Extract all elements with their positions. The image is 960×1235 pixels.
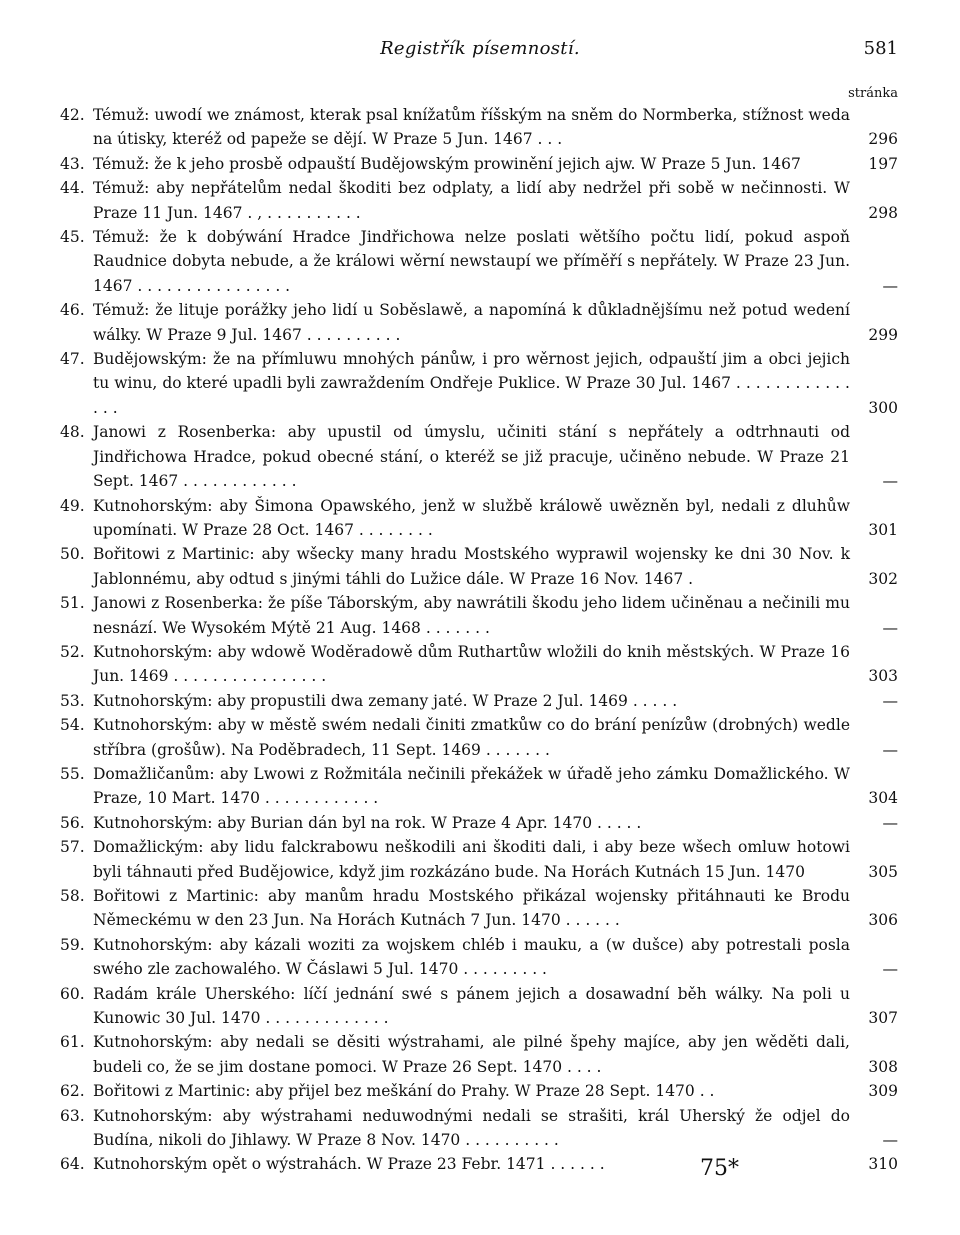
entry-page-ref: — [882, 276, 898, 295]
entry-text: Kutnohorským: aby kázali woziti za wojskem chléb i mauku, a (w dušce) aby potrestali posla swého zle zachowalého. W Čáslawi 5 Jul. 1470 . . . . . . . . . [93, 935, 850, 979]
register-entry [60, 933, 898, 982]
entry-number: 56. [60, 813, 85, 832]
register-entry [60, 298, 898, 347]
register-entry [60, 1152, 898, 1176]
entry-number: 50. [60, 545, 85, 564]
entry-text: Budějowským: že na přímluwu mnohých pánůw, i pro wěrnost jejich, odpauští jim a obci jejich tu winu, do které upadli byli zawraždením Ondřeje Puklice. W Praze 30 Jul. 1467 . . . . . . . . . . . . . . . [93, 350, 850, 417]
entry-text: Janowi z Rosenberka: že píše Táborským, aby nawrátili škodu jeho lidem učiněnau a nečinili mu nesnází. We Wysokém Mýtě 21 Aug. 1468 . . . . . . . [93, 594, 850, 637]
entry-number: 63. [60, 1106, 85, 1125]
entry-number: 44. [60, 179, 85, 198]
entry-text: Radám krále Uherského: líčí jednání swé s pánem jejich a dosawadní běh wálky. Na poli u Kunowic 30 Jul. 1470 . . . . . . . . . . . . . [93, 984, 850, 1028]
entry-page-ref: — [882, 813, 898, 832]
entry-text: Kutnohorským opět o wýstrahách. W Praze 23 Febr. 1471 . . . . . . [93, 1155, 605, 1174]
entry-text: Témuž: že k dobýwání Hradce Jindřichowa nelze poslati wětšího počtu lidí, pokud aspoň Raudnice dobyta nebude, a že králowi wěrní newstaupí we příměří s nepřátely. W Praze 23 Jun. 1467 . . . . . . . . . . . . . . . . [93, 228, 850, 295]
entry-page-ref: — [882, 960, 898, 979]
entry-number: 58. [60, 887, 85, 905]
register-entry [60, 811, 898, 835]
entry-text: Bořitowi z Martinic: aby manům hradu Mostského přikázal wojensky přitáhnauti ke Brodu Německému w den 23 Jun. Na Horách Kutnách 7 Jun. 1470 . . . . . . [93, 887, 850, 930]
entry-text: Kutnohorským: aby wdowě Woděradowě dům Ruthartůw wložili do knih městských. W Praze 16 Jun. 1469 . . . . . . . . . . . . . . . . [93, 642, 850, 686]
register-entry [60, 347, 898, 420]
entry-text: Kutnohorským: aby Šimona Opawského, jenž w službě králowě uwězněn byl, nedali z dluhůw upomínati. W Praze 28 Oct. 1467 . . . . . . . . [93, 496, 850, 539]
entry-page-ref: 296 [868, 130, 898, 149]
entry-page-ref: 300 [868, 398, 898, 417]
entry-number: 57. [60, 838, 85, 857]
entry-page-ref: — [882, 740, 898, 759]
entry-text: Kutnohorským: aby w městě swém nedali činiti zmatkůw co do brání penízůw (drobných) wedle stříbra (grošůw). Na Poděbradech, 11 Sept. 1469 . . . . . . . [93, 716, 850, 759]
entry-page-ref: 303 [868, 667, 898, 686]
register-entry [60, 762, 898, 811]
entry-number: 45. [60, 228, 85, 247]
entry-page-ref: 299 [868, 325, 898, 344]
register-entry [60, 1104, 898, 1153]
register-entry [60, 689, 898, 713]
entry-number: 43. [60, 154, 85, 173]
entry-number: 49. [60, 496, 85, 515]
entry-page-ref: — [882, 691, 898, 710]
entry-number: 62. [60, 1082, 85, 1101]
register-entry [60, 591, 898, 640]
entry-page-ref: 301 [868, 520, 898, 539]
entry-text: Bořitowi z Martinic: aby wšecky many hradu Mostského wyprawil wojensky ke dni 30 Nov. k Jablonnému, aby odtud s jinými táhli do Lužice dále. W Praze 16 Nov. 1467 . [93, 545, 850, 588]
register-entry [60, 420, 898, 493]
register-entry [60, 884, 898, 933]
entry-page-ref: — [882, 1131, 898, 1150]
register-entry [60, 1079, 898, 1103]
entry-page-ref: 310 [868, 1155, 898, 1174]
entry-number: 64. [60, 1155, 85, 1174]
entry-page-ref: 197 [868, 154, 898, 173]
entry-number: 52. [60, 642, 85, 661]
entry-page-ref: 309 [868, 1082, 898, 1101]
register-entry [60, 713, 898, 762]
entry-number: 60. [60, 984, 85, 1003]
register-entry [60, 103, 898, 152]
register-entry [60, 176, 898, 225]
register-entry [60, 982, 898, 1031]
entry-text: Témuž: uwodí we známost, kterak psal knížatům říšským na sněm do Normberka, stížnost weda na útisky, kteréž od papeže se dějí. W Praze 5 Jun. 1467 . . . [93, 106, 850, 149]
entry-text: Domažlickým: aby lidu falckrabowu neškodili ani škoditi dali, i aby beze wšech omluw hotowi byli táhnauti před Budějowice, když jim rozkázáno bude. Na Horách Kutnách 15 Jun. 1470 [93, 838, 850, 881]
register-entry [60, 152, 898, 176]
entry-number: 55. [60, 764, 85, 783]
entry-page-ref: 306 [868, 911, 898, 930]
page-number: 581 [863, 38, 898, 59]
entry-page-ref: — [882, 618, 898, 637]
entry-page-ref: 305 [868, 862, 898, 881]
entry-text: Janowi z Rosenberka: aby upustil od úmyslu, učiniti stání s nepřátely a odtrhnauti od Jindřichowa Hradce, pokud obecné stání, o kteréž se již pracuje, učiněno nebude. W Praze 21 Sept. 1467 . . . . . . . . . . . . [93, 423, 850, 491]
entry-number: 46. [60, 301, 85, 320]
register-entries [60, 103, 898, 1177]
entry-text: Kutnohorským: aby propustili dwa zemany jaté. W Praze 2 Jul. 1469 . . . . . [93, 691, 678, 710]
entry-text: Témuž: že lituje porážky jeho lidí u Soběslawě, a napomíná k důkladnějšímu než potud wedení wálky. W Praze 9 Jul. 1467 . . . . . . . . . . [93, 301, 850, 344]
register-entry [60, 494, 898, 543]
entry-number: 42. [60, 106, 85, 124]
entry-text: Domažličanům: aby Lwowi z Rožmitála nečinili překážek w úřadě jeho zámku Domažlického. W Praze, 10 Mart. 1470 . . . . . . . . . . . . [93, 764, 850, 808]
entry-page-ref: — [882, 472, 898, 491]
entry-page-ref: 308 [868, 1057, 898, 1076]
entry-page-ref: 304 [868, 789, 898, 808]
running-title: Registřík písemností. [380, 38, 580, 59]
entry-number: 47. [60, 350, 85, 369]
entry-text: Kutnohorským: aby Burian dán byl na rok. W Praze 4 Apr. 1470 . . . . . [93, 813, 642, 832]
signature-mark: 75* [700, 1156, 739, 1181]
register-entry [60, 542, 898, 591]
register-entry [60, 225, 898, 298]
entry-number: 61. [60, 1033, 85, 1052]
entry-text: Bořitowi z Martinic: aby přijel bez meškání do Prahy. W Praze 28 Sept. 1470 . . [93, 1082, 715, 1101]
entry-page-ref: 307 [868, 1009, 898, 1028]
entry-number: 54. [60, 716, 85, 735]
entry-page-ref: 302 [868, 569, 898, 588]
entry-text: Kutnohorským: aby wýstrahami neduwodnými nedali se strašiti, král Uherský že odjel do Budína, nikoli do Jihlawy. W Praze 8 Nov. 1470 . . . . . . . . . . [93, 1106, 850, 1150]
entry-text: Témuž: aby nepřátelům nedal škoditi bez odplaty, a lidí aby nedržel při sobě w nečinnosti. W Praze 11 Jun. 1467 . , . . . . . . . . . . [93, 179, 850, 222]
entry-number: 51. [60, 594, 85, 613]
entry-text: Témuž: že k jeho prosbě odpauští Budějowským prowinění jejich ajw. W Praze 5 Jun. 1467 [93, 154, 801, 173]
register-entry [60, 835, 898, 884]
register-entry [60, 640, 898, 689]
entry-number: 53. [60, 691, 85, 710]
entry-page-ref: 298 [868, 203, 898, 222]
register-entry [60, 1030, 898, 1079]
entry-number: 48. [60, 423, 85, 442]
entry-text: Kutnohorským: aby nedali se děsiti wýstrahami, ale pilné špehy majíce, aby jen wěděti dali, budeli co, že se jim dostane pomoci. W Praze 26 Sept. 1470 . . . . [93, 1033, 850, 1076]
entry-number: 59. [60, 935, 85, 954]
page-column-heading: stránka [848, 86, 898, 101]
